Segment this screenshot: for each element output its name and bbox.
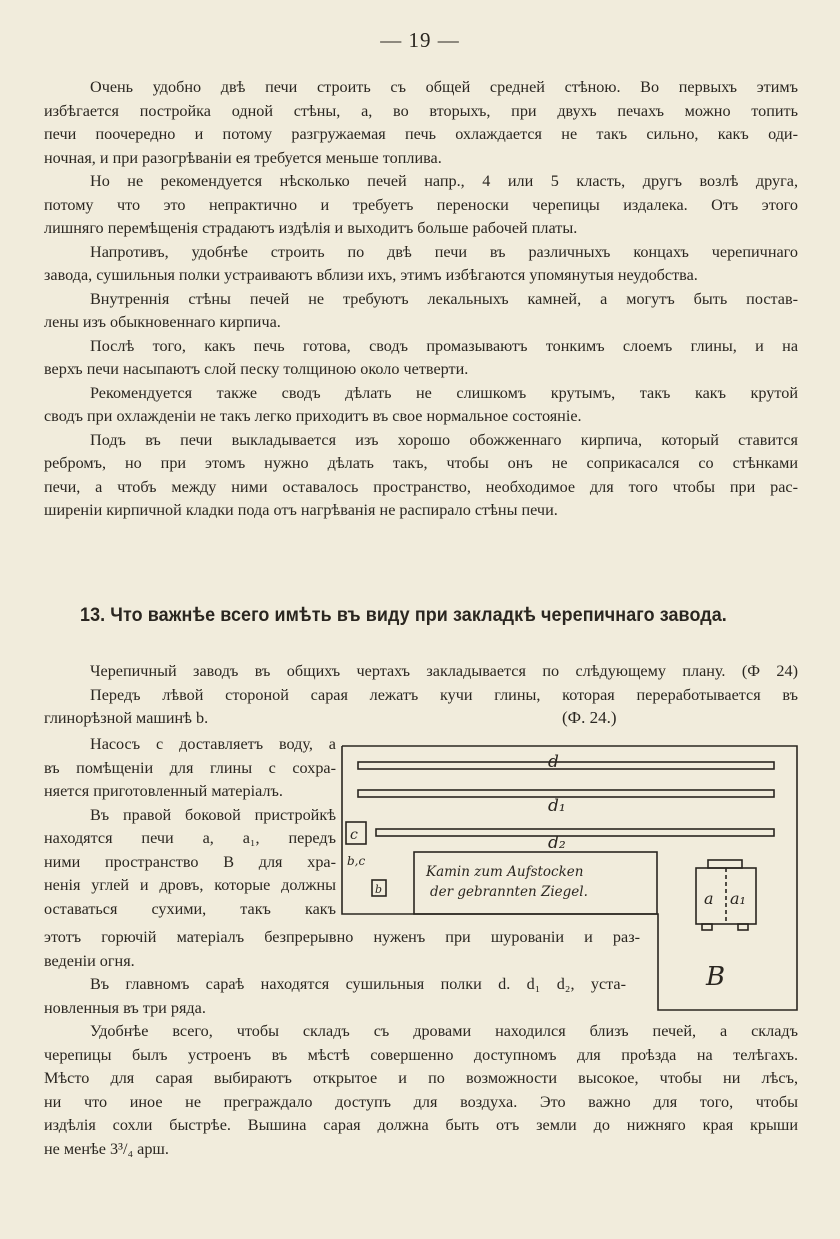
text-line: сводъ при охлажденіи не такъ легко приходитъ въ свое нормальное состояніе. [44,407,582,425]
drying-shelf-d2 [376,829,774,836]
label-b-c: b,c [347,854,366,868]
text-line: Насосъ c доставляетъ воду, а [90,735,336,753]
label-c: c [350,827,358,843]
text-line: избѣгается постройка одной стѣны, а, во вторыхъ, при двухъ печахъ можно топить [44,101,798,120]
label-a: a [704,889,714,908]
text-line: верхъ печи насыпаютъ слой песку толщиною около четверти. [44,360,469,378]
text-line: оставаться сухими, такъ какъ [44,899,336,918]
text-line: Черепичный заводъ въ общихъ чертахъ закладывается по слѣдующему плану. (Ф 24) [90,662,798,680]
kiln-foot-left [702,924,712,930]
text-line: лены изъ обыкновеннаго кирпича. [44,313,281,331]
text-line: веденіи огня. [44,951,135,970]
text-line: черепицы былъ устроенъ въ мѣстѣ совершенно доступномъ для проѣзда на телѣгахъ. [44,1045,798,1064]
text-line: потому что это непрактично и требуетъ переноски черепицы издалека. Отъ этого [44,195,798,214]
text-line: Подъ въ печи выкладывается изъ хорошо обожженнаго кирпича, который ставится [90,430,798,449]
text-line: ширеніи кирпичной кладки пода отъ нагрѣванія не распирало стѣны печи. [44,501,558,519]
text-line: Рекомендуется также сводъ дѣлать не слишкомъ крутымъ, такъ какъ крутой [90,383,798,402]
text-line: ребромъ, но при этомъ нужно дѣлать такъ, чтобы онъ не соприкасался со стѣнками [44,454,798,472]
label-d1: d₁ [548,796,566,816]
text-line: печи, а чтобъ между ними оставалось пространство, необходимое для того чтобы при рас- [44,477,798,496]
text-line: новленныя въ три ряда. [44,998,206,1017]
text-line: Но не рекомендуется нѣсколько печей напр., 4 или 5 класть, другъ возлѣ друга, [90,172,798,190]
text-line: находятся печи a, a₁, передъ [44,829,336,847]
figure-caption: (Ф. 24.) [562,708,617,727]
text-line: глинорѣзной машинѣ b. [44,709,209,727]
text-line: этотъ горючій матеріалъ безпрерывно нуженъ при шурованіи и раз- [44,928,640,946]
text-line: няется приготовленный матеріалъ. [44,782,283,800]
handwritten-note-line1: Kamin zum Aufstocken [426,864,584,880]
drying-shelf-d1 [358,790,774,797]
text-line: Въ главномъ сараѣ находятся сушильныя полки d. d₁ d₂, уста- [90,975,626,993]
text-line: ни что иное не преграждало доступъ для воздуха. Это важно для того, чтобы [44,1092,798,1111]
page-number: — 19 — [380,28,460,52]
text-line: Очень удобно двѣ печи строить съ общей средней стѣною. Во первыхъ этимъ [90,78,798,96]
kiln-chimney-top [708,860,742,868]
text-line: въ помѣщеніи для глины c сохра- [44,758,336,777]
text-line: Напротивъ, удобнѣе строить по двѣ печи въ различныхъ концахъ черепичнаго [90,242,798,261]
label-b: b [375,883,383,896]
text-line: не менѣе 3³/₄ арш. [44,1139,169,1158]
kiln-foot-right [738,924,748,930]
text-line: Въ правой боковой пристройкѣ [90,805,336,824]
text-line: Послѣ того, какъ печь готова, сводъ промазываютъ тонкимъ слоемъ глины, и на [90,336,798,355]
text-line: завода, сушильныя полки устраиваютъ вблизи ихъ, этимъ избѣгаются упомянутыя неудобства. [44,266,698,284]
text-line: ночная, и при разогрѣваніи ея требуется меньше топлива. [44,148,442,167]
drying-shelf-d [358,762,774,769]
label-B: B [706,962,726,992]
kiln-room-outline [414,852,657,914]
section-heading: 13. Что важнѣе всего имѣть въ виду при закладкѣ черепичнаго завода. [80,604,727,626]
text-line: ними пространство B для хра- [44,852,336,871]
text-line: ненія углей и дровъ, которые должны [44,876,336,894]
text-line: лишняго перемѣщенія страдаютъ издѣлія и выходитъ больше рабочей платы. [44,219,578,237]
label-d2: d₂ [548,833,566,853]
text-line: Удобнѣе всего, чтобы складъ съ дровами находился близъ печей, а складъ [90,1022,798,1040]
text-line: Мѣсто для сарая выбираютъ открытое и по возможности высокое, чтобы ни лѣсъ, [44,1069,798,1087]
handwritten-note-line2: der gebrannten Ziegel. [430,884,588,900]
text-line: печи поочередно и потому разгружаемая печь охлаждается не такъ сильно, какъ оди- [44,125,798,143]
text-line: Передъ лѣвой стороной сарая лежатъ кучи глины, которая переработывается въ [90,685,798,704]
text-line: издѣлія сохли быстрѣе. Вышина сарая должна быть отъ земли до нижняго края крыши [44,1116,798,1134]
label-a1: a₁ [730,889,746,908]
text-line: Внутреннія стѣны печей не требуютъ лекальныхъ камней, а могутъ быть постав- [90,289,798,308]
label-d: d [548,752,559,772]
